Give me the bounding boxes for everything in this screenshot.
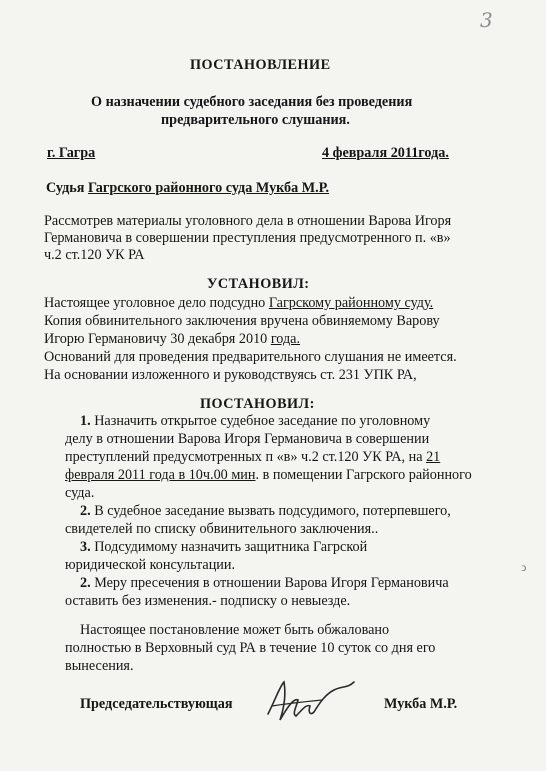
item-3-line-1 <box>80 539 367 556</box>
hearing-date: февраля 2011 года в 10ч.00 мин <box>65 467 256 483</box>
item-number: 1. <box>80 413 91 429</box>
established-line-1 <box>44 295 433 312</box>
intro-line-2: Германовича в совершении преступления предусмотренного п. «в» <box>44 230 451 246</box>
item-text: Назначить открытое судебное заседание по уголовному <box>94 413 431 429</box>
item-text: . в помещении Гагрского районного <box>255 467 472 483</box>
judge-court: Гагрского районного суда Мукба М.Р. <box>88 180 330 196</box>
item-text: преступлений предусмотренных п «в» ч.2 ст.120 УК РА, на <box>65 449 427 465</box>
hearing-day: 21 <box>426 449 441 465</box>
established-heading: УСТАНОВИЛ: <box>207 276 310 292</box>
established-line-5: На основании изложенного и руководствуясь ст. 231 УПК РА, <box>44 367 417 383</box>
margin-mark: ↄ <box>521 560 527 574</box>
judge-prefix: Судья <box>46 180 85 196</box>
item-1-line-2: делу в отношении Варова Игоря Германовича в совершении <box>65 431 430 447</box>
judge-line <box>46 180 329 197</box>
chair-label: Председательствующая <box>80 696 233 712</box>
item-text: Подсудимому назначить защитника Гагрской <box>94 539 368 555</box>
established-line-4: Оснований для проведения предварительного слушания не имеется. <box>44 349 457 365</box>
item-1-line-1 <box>80 413 430 430</box>
document-title: ПОСТАНОВЛЕНИЕ <box>190 57 331 73</box>
item-number: 3. <box>80 539 91 555</box>
intro-line-1: Рассмотрев материалы уголовного дела в отношении Варова Игоря <box>44 213 452 229</box>
established-text: Настоящее уголовное дело подсудно <box>44 295 269 311</box>
appeal-line-3: вынесения. <box>65 658 134 674</box>
item-2-line-1 <box>80 503 451 520</box>
appeal-line-2: полностью в Верховный суд РА в течение 10 суток со дня его <box>65 640 436 656</box>
item-text: В судебное заседание вызвать подсудимого, потерпевшего, <box>94 503 451 519</box>
established-text: Игорю Германовичу 30 декабря 2010 <box>44 331 271 347</box>
resolved-heading: ПОСТАНОВИЛ: <box>200 396 315 412</box>
item-3-line-2: юридической консультации. <box>65 557 236 573</box>
item-1-line-5: суда. <box>65 485 95 501</box>
document-date: 4 февраля 2011года. <box>322 145 449 161</box>
court-name: Гагрскому районному суду. <box>268 295 434 311</box>
year-text: года. <box>270 331 301 347</box>
item-4-line-1 <box>80 575 449 592</box>
page-number: 3 <box>480 8 493 32</box>
established-line-3 <box>44 331 300 348</box>
item-1-line-4 <box>65 467 472 484</box>
item-1-line-3 <box>65 449 440 466</box>
subtitle-line-2: предварительного слушания. <box>161 112 350 128</box>
subtitle-line-1: О назначении судебного заседания без проведения <box>91 94 413 110</box>
place: г. Гагра <box>47 145 96 161</box>
chair-name: Мукба М.Р. <box>384 696 458 712</box>
item-number: 2. <box>80 575 91 591</box>
item-4-line-2: оставить без изменения.- подписку о невыезде. <box>65 593 351 609</box>
established-line-2: Копия обвинительного заключения вручена обвиняемому Варову <box>44 313 440 329</box>
item-number: 2. <box>80 503 91 519</box>
item-text: Меру пресечения в отношении Варова Игоря Германовича <box>94 575 449 591</box>
item-2-line-2: свидетелей по списку обвинительного заключения.. <box>65 521 379 537</box>
intro-line-3: ч.2 ст.120 УК РА <box>44 247 145 263</box>
signature-icon <box>262 676 362 728</box>
appeal-line-1: Настоящее постановление может быть обжаловано <box>80 622 390 638</box>
